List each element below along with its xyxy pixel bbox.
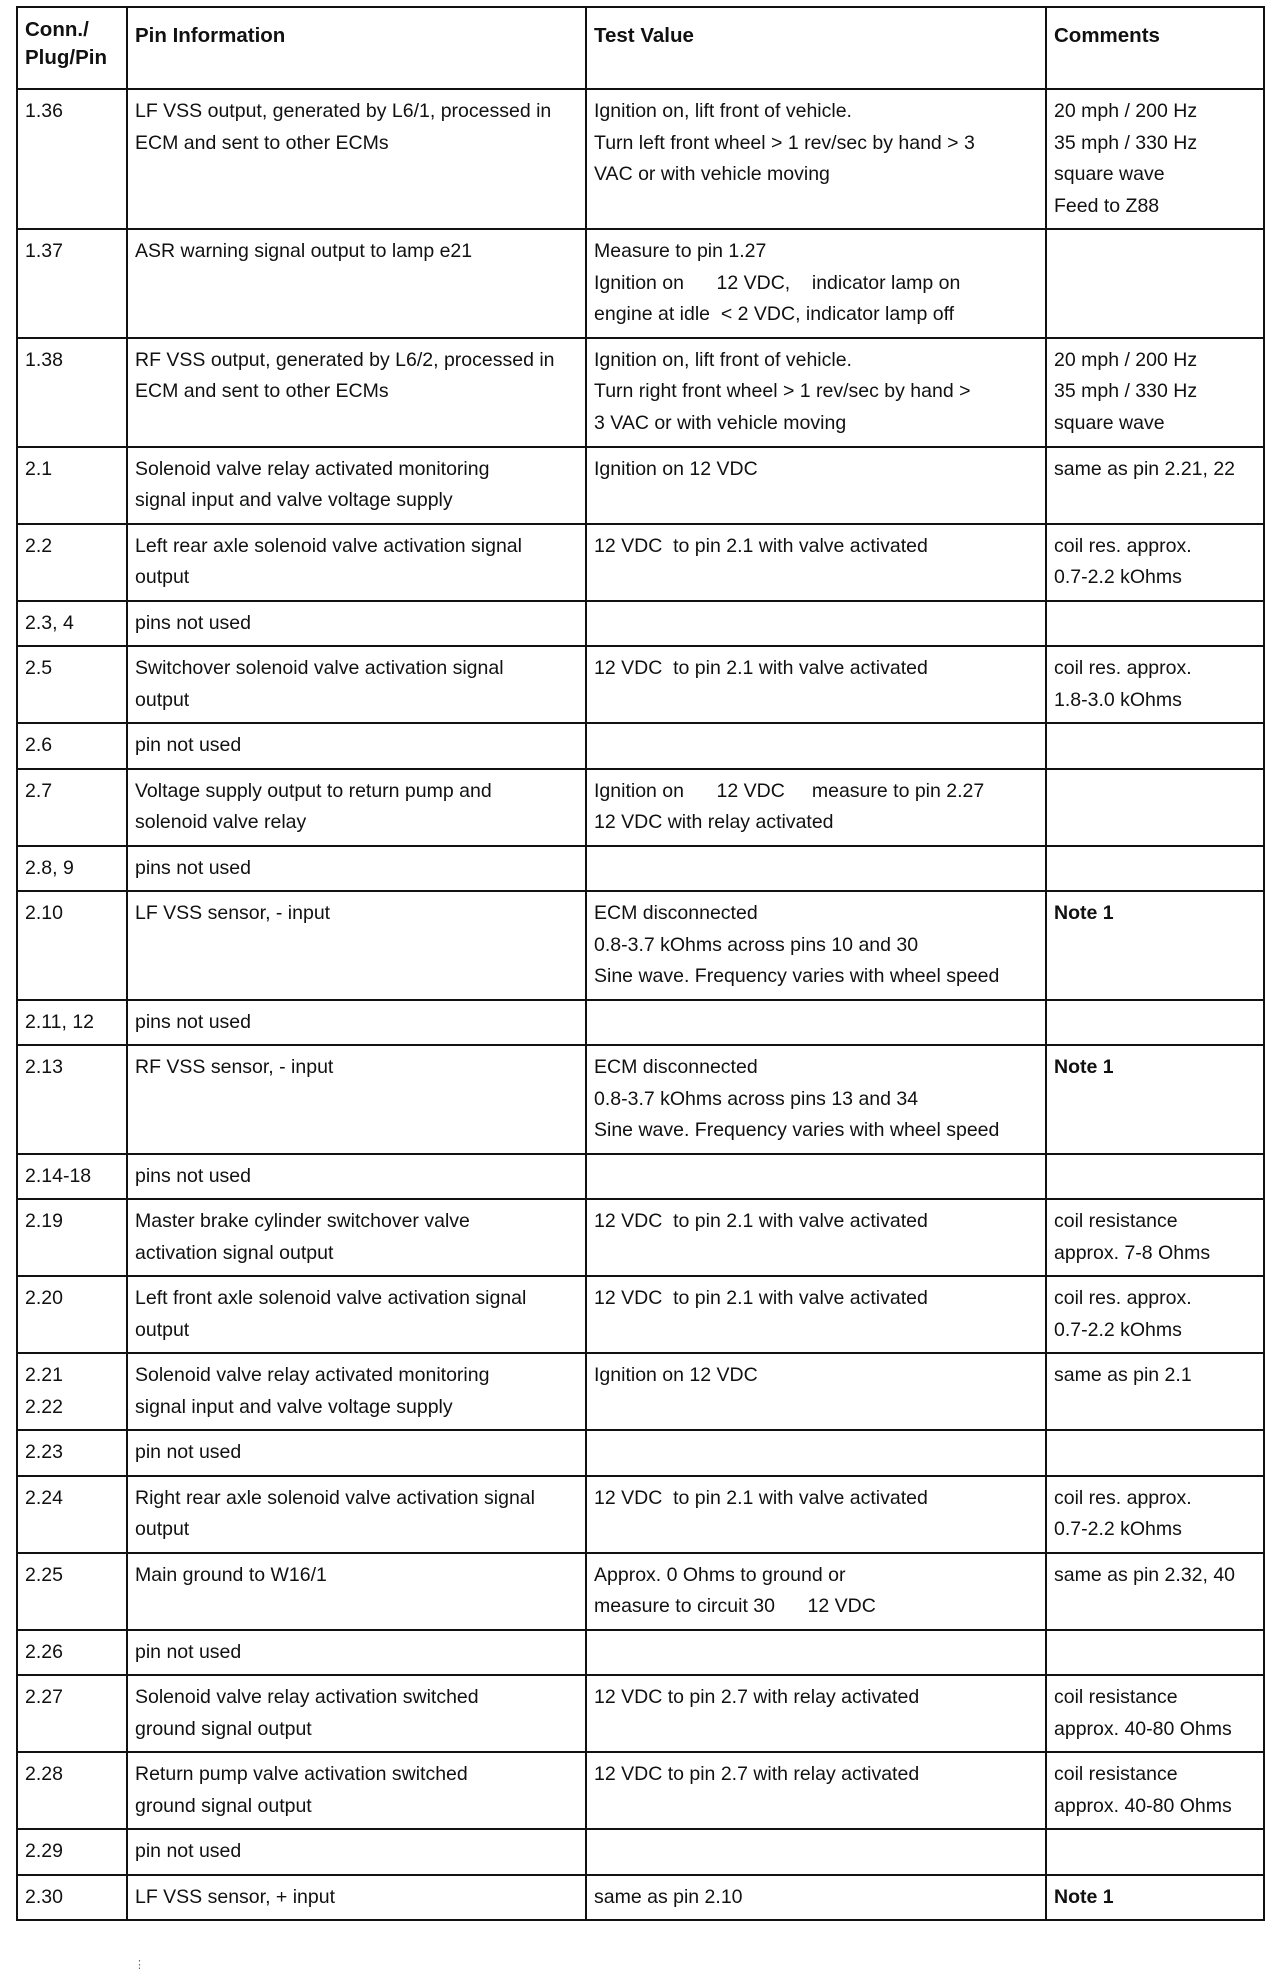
comments-cell	[1046, 723, 1264, 769]
header-line: Conn./	[25, 18, 89, 41]
pin-cell	[17, 1154, 127, 1200]
test-value-cell	[586, 769, 1046, 846]
comment-line: 20 mph / 200 Hz	[1054, 348, 1198, 371]
table-row	[17, 1875, 1264, 1921]
info-line: output	[135, 1518, 190, 1540]
pin-cell	[17, 1675, 127, 1752]
table-row	[17, 1000, 1264, 1046]
info-line: output	[135, 566, 190, 588]
test-line: Ignition on, lift front of vehicle.	[594, 348, 852, 371]
pin-information-cell	[127, 1630, 586, 1676]
pin-cell	[17, 601, 127, 647]
pin-information-cell	[127, 891, 586, 1000]
info-line: Left front axle solenoid valve activation signal	[135, 1287, 527, 1309]
test-value-cell	[586, 1276, 1046, 1353]
table-row	[17, 1199, 1264, 1276]
test-value-cell	[586, 89, 1046, 229]
comments-cell	[1046, 1476, 1264, 1553]
info-line: signal input and valve voltage supply	[135, 1395, 453, 1418]
test-value-cell	[586, 1045, 1046, 1154]
table-row	[17, 723, 1264, 769]
pin-line: 2.8, 9	[25, 856, 74, 879]
comments-cell	[1046, 524, 1264, 601]
pin-cell	[17, 846, 127, 892]
comment-line: 0.7-2.2 kOhms	[1054, 566, 1182, 588]
comment-line: 0.7-2.2 kOhms	[1054, 1318, 1182, 1341]
test-value-cell	[586, 646, 1046, 723]
table-row	[17, 524, 1264, 601]
comment-line: 1.8-3.0 kOhms	[1054, 688, 1182, 711]
pin-information-cell	[127, 1276, 586, 1353]
pin-cell	[17, 447, 127, 524]
test-line: Ignition on 12 VDC measure to pin 2.27	[594, 779, 985, 802]
pin-table-body	[17, 89, 1264, 1920]
comment-line: same as pin 2.32, 40	[1054, 1563, 1236, 1586]
test-line: 12 VDC to pin 2.1 with valve activated	[594, 1210, 928, 1232]
info-line: Solenoid valve relay activation switched	[135, 1686, 479, 1708]
test-value-cell	[586, 1829, 1046, 1875]
pin-line: 2.7	[25, 779, 53, 802]
pin-information-sheet	[16, 6, 1263, 1921]
pin-information-cell	[127, 601, 586, 647]
pin-line: 1.36	[25, 100, 63, 122]
info-line: Switchover solenoid valve activation signal	[135, 657, 504, 679]
pin-information-cell	[127, 229, 586, 338]
pin-cell	[17, 338, 127, 447]
table-row	[17, 1553, 1264, 1630]
info-line: ground signal output	[135, 1794, 312, 1817]
info-line: Main ground to W16/1	[135, 1563, 327, 1586]
comment-line: square wave	[1054, 163, 1165, 185]
pin-information-cell	[127, 1154, 586, 1200]
pin-cell	[17, 229, 127, 338]
test-value-cell	[586, 1154, 1046, 1200]
comments-cell	[1046, 1199, 1264, 1276]
test-line: Sine wave. Frequency varies with wheel speed	[594, 1119, 1000, 1141]
pin-cell	[17, 1353, 127, 1430]
pin-line: 2.27	[25, 1686, 63, 1708]
comments-cell	[1046, 1430, 1264, 1476]
comment-line: square wave	[1054, 411, 1165, 434]
pin-information-cell	[127, 1875, 586, 1921]
pin-line: 2.20	[25, 1287, 63, 1309]
info-line: Return pump valve activation switched	[135, 1763, 468, 1785]
comments-cell	[1046, 1000, 1264, 1046]
info-line: output	[135, 1318, 190, 1341]
table-row	[17, 1430, 1264, 1476]
pin-cell	[17, 1630, 127, 1676]
pin-cell	[17, 1045, 127, 1154]
comments-cell	[1046, 846, 1264, 892]
comments-cell	[1046, 769, 1264, 846]
test-value-cell	[586, 1000, 1046, 1046]
test-value-header: Test Value	[586, 7, 1046, 89]
page-edge-mark: ⋮	[134, 1958, 145, 1971]
info-line: ground signal output	[135, 1717, 312, 1740]
pin-table	[16, 6, 1265, 1921]
pin-line: 2.26	[25, 1640, 63, 1663]
info-line: signal input and valve voltage supply	[135, 489, 453, 511]
test-line: 12 VDC to pin 2.7 with relay activated	[594, 1686, 920, 1708]
comment-line: Feed to Z88	[1054, 194, 1160, 217]
test-line: Ignition on 12 VDC, indicator lamp on	[594, 271, 961, 294]
pin-information-cell	[127, 1553, 586, 1630]
info-line: Left rear axle solenoid valve activation signal	[135, 534, 522, 557]
conn-plug-pin-header	[17, 7, 127, 89]
table-row	[17, 601, 1264, 647]
comments-cell	[1046, 1630, 1264, 1676]
pin-line: 2.2	[25, 534, 53, 557]
pin-cell	[17, 1752, 127, 1829]
pin-line: 2.25	[25, 1563, 63, 1586]
info-line: pins not used	[135, 1164, 252, 1187]
test-line: 12 VDC to pin 2.1 with valve activated	[594, 1486, 928, 1509]
info-line: ECM and sent to other ECMs	[135, 131, 389, 154]
pin-line: 2.21	[25, 1364, 63, 1386]
test-value-cell	[586, 1353, 1046, 1430]
pin-cell	[17, 646, 127, 723]
pin-cell	[17, 891, 127, 1000]
info-line: pin not used	[135, 734, 242, 756]
pin-line: 2.3, 4	[25, 611, 74, 634]
comments-cell	[1046, 1553, 1264, 1630]
comment-line: Note 1	[1054, 1885, 1114, 1908]
comment-line: 35 mph / 330 Hz	[1054, 131, 1198, 154]
pin-line: 2.10	[25, 902, 63, 924]
pin-information-cell	[127, 89, 586, 229]
pin-information-cell	[127, 1476, 586, 1553]
pin-information-cell	[127, 769, 586, 846]
pin-line: 1.38	[25, 348, 63, 371]
pin-information-cell	[127, 723, 586, 769]
comment-line: 0.7-2.2 kOhms	[1054, 1518, 1182, 1540]
comment-line: approx. 40-80 Ohms	[1054, 1794, 1232, 1817]
pin-line: 2.24	[25, 1486, 63, 1509]
pin-line: 2.28	[25, 1763, 63, 1785]
test-line: 0.8-3.7 kOhms across pins 13 and 34	[594, 1087, 919, 1110]
info-line: ECM and sent to other ECMs	[135, 380, 389, 402]
comments-cell	[1046, 447, 1264, 524]
test-line: 12 VDC to pin 2.1 with valve activated	[594, 1287, 928, 1309]
pin-cell	[17, 1875, 127, 1921]
test-line: ECM disconnected	[594, 902, 758, 924]
comment-line: coil resistance	[1054, 1763, 1178, 1785]
pin-information-cell	[127, 1752, 586, 1829]
comment-line: 20 mph / 200 Hz	[1054, 100, 1198, 122]
table-row	[17, 1353, 1264, 1430]
pin-line: 2.13	[25, 1056, 63, 1078]
pin-information-cell	[127, 846, 586, 892]
test-value-cell	[586, 1675, 1046, 1752]
test-line: same as pin 2.10	[594, 1885, 743, 1908]
test-value-cell	[586, 447, 1046, 524]
test-value-cell	[586, 524, 1046, 601]
comment-line: 35 mph / 330 Hz	[1054, 380, 1198, 402]
table-row	[17, 1675, 1264, 1752]
comments-cell	[1046, 646, 1264, 723]
pin-information-cell	[127, 1199, 586, 1276]
test-line: Measure to pin 1.27	[594, 240, 767, 262]
pin-information-cell	[127, 1430, 586, 1476]
table-row	[17, 1752, 1264, 1829]
table-row	[17, 891, 1264, 1000]
table-row	[17, 1829, 1264, 1875]
pin-line: 2.23	[25, 1441, 63, 1463]
info-line: RF VSS output, generated by L6/2, processed in	[135, 348, 555, 371]
table-row	[17, 1276, 1264, 1353]
comments-cell	[1046, 338, 1264, 447]
table-row	[17, 1630, 1264, 1676]
test-line: Turn right front wheel > 1 rev/sec by hand >	[594, 380, 971, 402]
pin-cell	[17, 1476, 127, 1553]
comment-line: coil res. approx.	[1054, 1486, 1192, 1509]
test-line: 12 VDC with relay activated	[594, 811, 834, 833]
pin-cell	[17, 1199, 127, 1276]
comments-cell	[1046, 601, 1264, 647]
test-line: 12 VDC to pin 2.7 with relay activated	[594, 1763, 920, 1785]
test-line: Ignition on 12 VDC	[594, 1364, 758, 1386]
pin-line: 2.22	[25, 1395, 63, 1418]
pin-information-header: Pin Information	[127, 7, 586, 89]
info-line: activation signal output	[135, 1241, 334, 1264]
pin-line: 2.14-18	[25, 1164, 92, 1187]
info-line: ASR warning signal output to lamp e21	[135, 240, 473, 262]
test-value-cell	[586, 338, 1046, 447]
test-line: Sine wave. Frequency varies with wheel speed	[594, 965, 1000, 987]
pin-line: 2.19	[25, 1210, 63, 1232]
info-line: pin not used	[135, 1840, 242, 1862]
pin-line: 2.6	[25, 734, 53, 756]
comment-line: same as pin 2.1	[1054, 1364, 1192, 1386]
pin-line: 2.29	[25, 1840, 63, 1862]
pin-line: 2.30	[25, 1885, 63, 1908]
comments-cell	[1046, 1829, 1264, 1875]
pin-line: 2.1	[25, 457, 53, 480]
comments-cell	[1046, 1752, 1264, 1829]
pin-cell	[17, 89, 127, 229]
info-line: Voltage supply output to return pump and	[135, 779, 492, 802]
table-row	[17, 1476, 1264, 1553]
comments-cell	[1046, 1353, 1264, 1430]
pin-cell	[17, 1553, 127, 1630]
info-line: Solenoid valve relay activated monitoring	[135, 1364, 490, 1386]
info-line: LF VSS output, generated by L6/1, processed in	[135, 100, 552, 122]
info-line: LF VSS sensor, - input	[135, 902, 331, 924]
info-line: LF VSS sensor, + input	[135, 1885, 335, 1908]
comment-line: Note 1	[1054, 1056, 1114, 1078]
test-value-cell	[586, 1553, 1046, 1630]
pin-information-cell	[127, 1045, 586, 1154]
test-value-cell	[586, 229, 1046, 338]
table-row	[17, 646, 1264, 723]
comments-cell	[1046, 1276, 1264, 1353]
pin-information-cell	[127, 338, 586, 447]
table-row	[17, 89, 1264, 229]
test-value-cell	[586, 1630, 1046, 1676]
header-line: Plug/Pin	[25, 46, 107, 69]
comments-cell	[1046, 1675, 1264, 1752]
pin-information-cell	[127, 1000, 586, 1046]
comments-cell	[1046, 89, 1264, 229]
table-row	[17, 447, 1264, 524]
test-line: 12 VDC to pin 2.1 with valve activated	[594, 657, 928, 679]
test-line: 3 VAC or with vehicle moving	[594, 411, 847, 434]
info-line: Solenoid valve relay activated monitoring	[135, 457, 490, 480]
comments-cell	[1046, 891, 1264, 1000]
pin-information-cell	[127, 1829, 586, 1875]
comment-line: coil resistance	[1054, 1686, 1178, 1708]
info-line: pins not used	[135, 611, 252, 634]
comment-line: same as pin 2.21, 22	[1054, 457, 1236, 480]
pin-cell	[17, 1829, 127, 1875]
pin-line: 2.5	[25, 657, 53, 679]
test-value-cell	[586, 891, 1046, 1000]
table-row	[17, 1154, 1264, 1200]
table-row	[17, 769, 1264, 846]
test-value-cell	[586, 723, 1046, 769]
test-line: ECM disconnected	[594, 1056, 758, 1078]
comment-line: Note 1	[1054, 902, 1114, 924]
pin-information-cell	[127, 524, 586, 601]
info-line: Right rear axle solenoid valve activation signal	[135, 1486, 535, 1509]
pin-cell	[17, 1000, 127, 1046]
comments-header: Comments	[1046, 7, 1264, 89]
test-value-cell	[586, 1752, 1046, 1829]
info-line: pins not used	[135, 856, 252, 879]
pin-information-cell	[127, 1675, 586, 1752]
test-line: 12 VDC to pin 2.1 with valve activated	[594, 534, 928, 557]
test-value-cell	[586, 846, 1046, 892]
info-line: pins not used	[135, 1010, 252, 1033]
test-value-cell	[586, 1875, 1046, 1921]
table-row	[17, 338, 1264, 447]
pin-cell	[17, 524, 127, 601]
comment-line: coil res. approx.	[1054, 657, 1192, 679]
test-value-cell	[586, 1199, 1046, 1276]
pin-cell	[17, 1276, 127, 1353]
comment-line: coil res. approx.	[1054, 534, 1192, 557]
comments-cell	[1046, 1875, 1264, 1921]
test-line: 0.8-3.7 kOhms across pins 10 and 30	[594, 933, 919, 956]
pin-information-cell	[127, 646, 586, 723]
test-line: Ignition on 12 VDC	[594, 457, 758, 480]
test-value-cell	[586, 601, 1046, 647]
test-line: Approx. 0 Ohms to ground or	[594, 1563, 846, 1586]
comment-line: coil resistance	[1054, 1210, 1178, 1232]
comments-cell	[1046, 229, 1264, 338]
test-line: engine at idle < 2 VDC, indicator lamp off	[594, 303, 955, 325]
info-line: pin not used	[135, 1640, 242, 1663]
table-row	[17, 1045, 1264, 1154]
table-row	[17, 846, 1264, 892]
info-line: pin not used	[135, 1441, 242, 1463]
pin-information-cell	[127, 1353, 586, 1430]
test-value-cell	[586, 1430, 1046, 1476]
comment-line: coil res. approx.	[1054, 1287, 1192, 1309]
info-line: output	[135, 688, 190, 711]
comment-line: approx. 40-80 Ohms	[1054, 1717, 1232, 1740]
info-line: Master brake cylinder switchover valve	[135, 1210, 470, 1232]
pin-line: 2.11, 12	[25, 1010, 95, 1033]
info-line: solenoid valve relay	[135, 811, 307, 833]
table-header-row	[17, 7, 1264, 89]
test-line: Turn left front wheel > 1 rev/sec by hand > 3	[594, 131, 975, 154]
test-line: measure to circuit 30 12 VDC	[594, 1595, 876, 1617]
pin-cell	[17, 1430, 127, 1476]
test-line: VAC or with vehicle moving	[594, 163, 830, 185]
test-value-cell	[586, 1476, 1046, 1553]
test-line: Ignition on, lift front of vehicle.	[594, 100, 852, 122]
table-row	[17, 229, 1264, 338]
comment-line: approx. 7-8 Ohms	[1054, 1241, 1211, 1264]
pin-information-cell	[127, 447, 586, 524]
pin-cell	[17, 723, 127, 769]
pin-cell	[17, 769, 127, 846]
comments-cell	[1046, 1045, 1264, 1154]
info-line: RF VSS sensor, - input	[135, 1056, 334, 1078]
comments-cell	[1046, 1154, 1264, 1200]
pin-line: 1.37	[25, 240, 63, 262]
